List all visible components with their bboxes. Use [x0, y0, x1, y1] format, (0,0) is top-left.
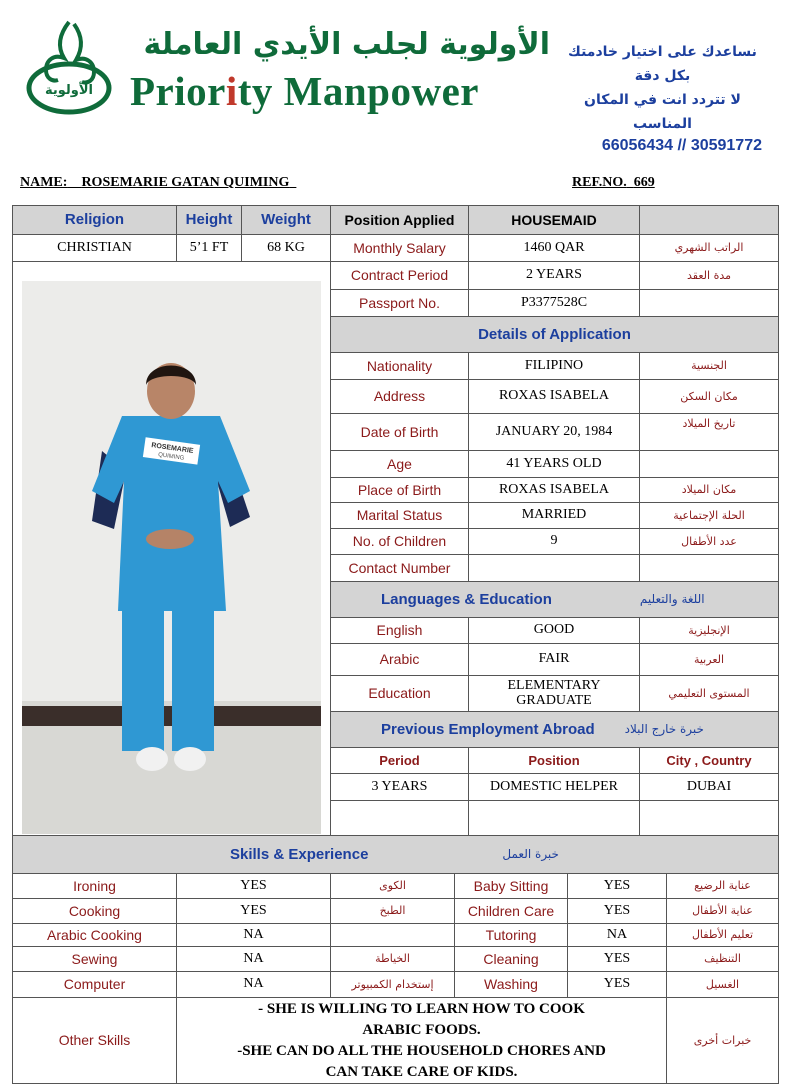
- previous-employment-header: [330, 711, 779, 748]
- skill-cooking-label: Cooking: [12, 898, 177, 924]
- monthly-salary-arabic: الراتب الشهري: [639, 234, 779, 262]
- reference-number-line: [572, 175, 655, 191]
- employment-empty-row-period: [330, 800, 469, 836]
- skill-computer-value: NA: [176, 971, 331, 998]
- contract-period-arabic: مدة العقد: [639, 261, 779, 290]
- logo-arabic-text: الأولوية: [44, 83, 94, 98]
- monthly-salary-label: Monthly Salary: [330, 234, 469, 262]
- candidate-name-line: [20, 175, 296, 191]
- nationality-value: FILIPINO: [468, 352, 640, 380]
- candidate-photo-illustration: [22, 281, 321, 834]
- other-skills-line-3: -SHE CAN DO ALL THE HOUSEHOLD CHORES AND: [237, 1042, 606, 1059]
- contact-number-value: [468, 554, 640, 582]
- contract-period-label: Contract Period: [330, 261, 469, 290]
- marital-status-arabic: الحلة الإجتماعية: [639, 502, 779, 529]
- tagline-line-1: نساعدك على اختيار خادمتك بكل دقة: [568, 44, 757, 84]
- employment-city-value: DUBAI: [639, 773, 779, 801]
- monthly-salary-value: 1460 QAR: [468, 234, 640, 262]
- passport-no-label: Passport No.: [330, 289, 469, 317]
- religion-value: CHRISTIAN: [12, 234, 177, 262]
- other-skills-line-4: CAN TAKE CARE OF KIDS.: [325, 1063, 518, 1080]
- height-header: Height: [176, 205, 242, 235]
- languages-education-title-arabic: اللغة والتعليم: [639, 592, 705, 607]
- address-label: Address: [330, 379, 469, 414]
- date-of-birth-label: Date of Birth: [330, 413, 469, 451]
- skill-sewing-arabic: الخياطة: [330, 946, 455, 972]
- skill-cleaning-arabic: التنظيف: [666, 946, 779, 972]
- employment-period-header: Period: [330, 747, 469, 774]
- arabic-language-label: Arabic: [330, 643, 469, 676]
- candidate-name: ROSEMARIE GATAN QUIMING: [81, 175, 290, 190]
- skill-ironing-value: YES: [176, 873, 331, 899]
- skill-washing-value: YES: [567, 971, 667, 998]
- name-label: NAME:: [20, 175, 68, 190]
- place-of-birth-arabic: مكان الميلاد: [639, 477, 779, 503]
- employment-position-header: Position: [468, 747, 640, 774]
- company-logo-icon: [22, 18, 117, 118]
- contact-number-label: Contact Number: [330, 554, 469, 582]
- english-label: English: [330, 617, 469, 644]
- weight-value: 68 KG: [241, 234, 331, 262]
- passport-no-arabic: [639, 289, 779, 317]
- address-value: ROXAS ISABELA: [468, 379, 640, 414]
- skill-sewing-label: Sewing: [12, 946, 177, 972]
- other-skills-line-2: ARABIC FOODS.: [362, 1021, 481, 1038]
- phone-numbers: 66056434 // 30591772: [601, 137, 762, 154]
- skill-cleaning-label: Cleaning: [454, 946, 568, 972]
- other-skills-line-1: - SHE IS WILLING TO LEARN HOW TO COOK: [258, 1000, 585, 1017]
- ref-number: 669: [633, 175, 655, 190]
- employment-empty-row-city: [639, 800, 779, 836]
- marital-status-label: Marital Status: [330, 502, 469, 529]
- skill-cooking-value: YES: [176, 898, 331, 924]
- children-value: 9: [468, 528, 640, 555]
- skill-tutoring-value: NA: [567, 923, 667, 947]
- skill-tutoring-arabic: تعليم الأطفال: [666, 923, 779, 947]
- contact-number-arabic: [639, 554, 779, 582]
- details-of-application-header: Details of Application: [330, 316, 779, 353]
- skill-computer-label: Computer: [12, 971, 177, 998]
- brand-name-part-1: Prior: [130, 68, 226, 114]
- age-label: Age: [330, 450, 469, 478]
- previous-employment-title: Previous Employment Abroad: [381, 720, 595, 738]
- passport-no-value: P3377528C: [468, 289, 640, 317]
- position-applied-value: HOUSEMAID: [468, 205, 640, 235]
- religion-header: Religion: [12, 205, 177, 235]
- employment-empty-row-position: [468, 800, 640, 836]
- skill-ironing-label: Ironing: [12, 873, 177, 899]
- candidate-photo: [22, 281, 321, 834]
- education-arabic: المستوى التعليمي: [639, 675, 779, 712]
- brand-name-part-2: ty Manpower: [237, 68, 479, 114]
- height-value: 5’1 FT: [176, 234, 242, 262]
- arabic-language-value: FAIR: [468, 643, 640, 676]
- marital-status-value: MARRIED: [468, 502, 640, 529]
- skill-cleaning-value: YES: [567, 946, 667, 972]
- education-label: Education: [330, 675, 469, 712]
- date-of-birth-arabic: تاريخ الميلاد: [639, 413, 779, 451]
- skill-computer-arabic: إستخدام الكمبيوتر: [330, 971, 455, 998]
- tagline-line-2: لا تتردد انت في المكان المناسب: [584, 92, 741, 132]
- badge-line-2: QUIMING: [157, 452, 185, 462]
- skill-baby-sitting-label: Baby Sitting: [454, 873, 568, 899]
- ref-label: REF.NO.: [572, 175, 627, 190]
- languages-education-title: Languages & Education: [381, 590, 552, 608]
- skill-cooking-arabic: الطبخ: [330, 898, 455, 924]
- date-of-birth-value: JANUARY 20, 1984: [468, 413, 640, 451]
- tagline: [560, 40, 765, 136]
- skill-baby-sitting-value: YES: [567, 873, 667, 899]
- brand-name-english: [130, 68, 479, 114]
- employment-position-value: DOMESTIC HELPER: [468, 773, 640, 801]
- skill-tutoring-label: Tutoring: [454, 923, 568, 947]
- other-skills-arabic: خبرات أخرى: [666, 997, 779, 1084]
- skill-children-care-label: Children Care: [454, 898, 568, 924]
- position-applied-header: Position Applied: [330, 205, 469, 235]
- other-skills-label: Other Skills: [12, 997, 177, 1084]
- skill-washing-arabic: الغسيل: [666, 971, 779, 998]
- english-value: GOOD: [468, 617, 640, 644]
- weight-header: Weight: [241, 205, 331, 235]
- place-of-birth-value: ROXAS ISABELA: [468, 477, 640, 503]
- age-arabic: [639, 450, 779, 478]
- address-arabic: مكان السكن: [639, 379, 779, 414]
- children-label: No. of Children: [330, 528, 469, 555]
- skill-children-care-arabic: عناية الأطفال: [666, 898, 779, 924]
- skill-baby-sitting-arabic: عناية الرضيع: [666, 873, 779, 899]
- english-arabic: الإنجليزية: [639, 617, 779, 644]
- position-applied-blank: [639, 205, 779, 235]
- skills-experience-title: Skills & Experience: [230, 845, 369, 863]
- children-arabic: عدد الأطفال: [639, 528, 779, 555]
- skills-experience-header: [12, 835, 779, 874]
- other-skills-text: [176, 997, 667, 1084]
- previous-employment-title-arabic: خبرة خارج البلاد: [624, 722, 704, 737]
- brand-name-red-i: i: [225, 68, 238, 114]
- contract-period-value: 2 YEARS: [468, 261, 640, 290]
- place-of-birth-label: Place of Birth: [330, 477, 469, 503]
- employment-period-value: 3 YEARS: [330, 773, 469, 801]
- skill-children-care-value: YES: [567, 898, 667, 924]
- arabic-language-arabic: العربية: [639, 643, 779, 676]
- skill-ironing-arabic: الكوى: [330, 873, 455, 899]
- brand-name-arabic: الأولوية لجلب الأيدي العاملة: [143, 27, 550, 62]
- skill-sewing-value: NA: [176, 946, 331, 972]
- languages-education-header: [330, 581, 779, 618]
- employment-city-country-header: City , Country: [639, 747, 779, 774]
- education-value: ELEMENTARY GRADUATE: [468, 675, 640, 712]
- badge-line-1: ROSEMARIE: [150, 442, 194, 455]
- skill-arabic-cooking-value: NA: [176, 923, 331, 947]
- skills-experience-title-arabic: خبرة العمل: [502, 847, 559, 862]
- nationality-label: Nationality: [330, 352, 469, 380]
- skill-arabic-cooking-arabic: [330, 923, 455, 947]
- nationality-arabic: الجنسية: [639, 352, 779, 380]
- skill-washing-label: Washing: [454, 971, 568, 998]
- skill-arabic-cooking-label: Arabic Cooking: [12, 923, 177, 947]
- age-value: 41 YEARS OLD: [468, 450, 640, 478]
